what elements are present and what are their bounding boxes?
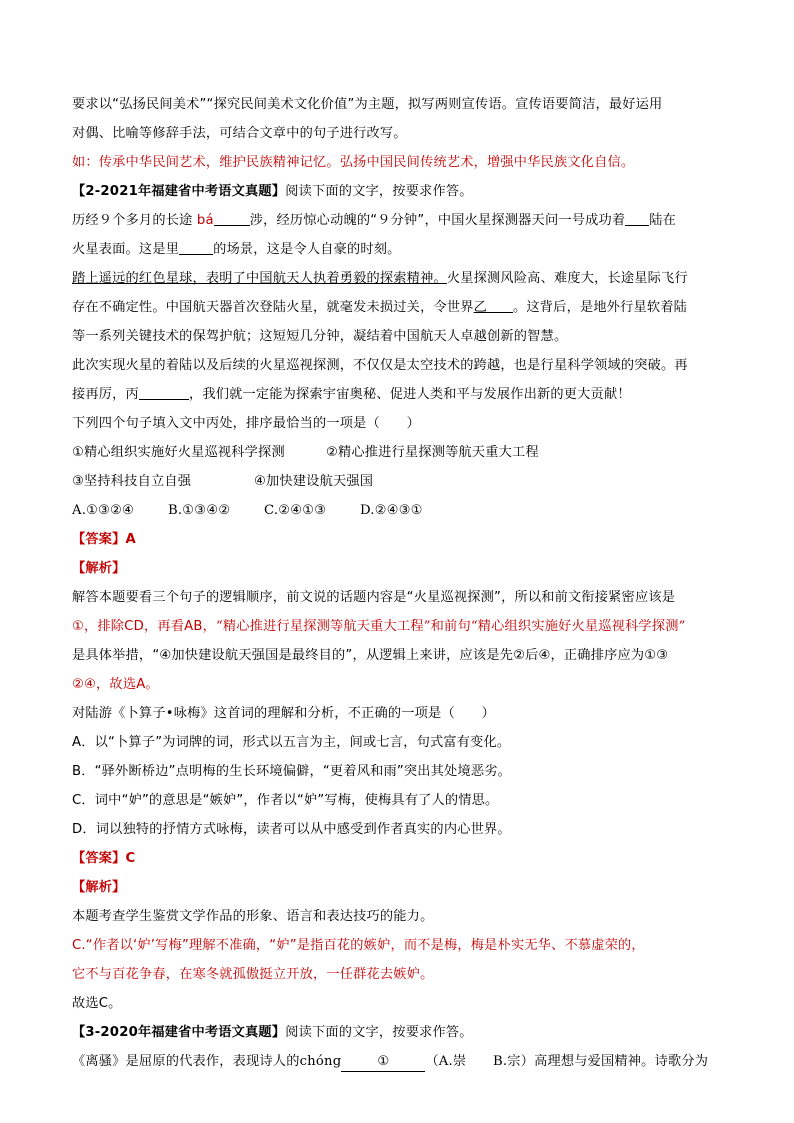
option-4: ④加快建设航天强国 [254, 474, 374, 489]
paragraph-text: 等一系列关键技术的保驾护航；这短短几分钟，凝结着中国航天人卓越创新的智慧。 [72, 329, 568, 344]
analysis-text: ②④，故选A。 [72, 677, 159, 692]
fill-blank [139, 383, 189, 400]
option-b: B．“驿外断桥边”点明梅的生长环境偏僻，“更着风和雨”突出其处境恶劣。 [72, 764, 511, 779]
choice-c: C.②④①③ [264, 503, 327, 518]
blank-marker: 乙 [473, 300, 488, 315]
option-line [72, 467, 722, 496]
pinyin-text: chóng [299, 1054, 342, 1069]
question-header: 【2-2021年福建省中考语文真题】 [72, 184, 286, 199]
paragraph-text: 历经９个多月的长途 [72, 213, 197, 228]
analysis-text: 本题考查学生鉴赏文学作品的形象、语言和表达技巧的能力。 [72, 909, 434, 924]
paragraph-text: 涉，经历惊心动魄的“９分钟”，中国火星探测器天问一号成功着 [249, 213, 626, 228]
analysis-text: 故选C。 [72, 996, 122, 1011]
option-line [72, 815, 722, 844]
answer-line [72, 844, 722, 873]
paragraph-text: 火星表面。这是里 [72, 242, 180, 257]
paragraph-text: 火星探测风险高、难度大，长途星际飞行 [446, 271, 688, 286]
analysis-text: C.“作者以‘妒’写梅”理解不准确，“妒”是指百花的嫉妒，而不是梅，梅是朴实无华、不慕虚荣的， [72, 938, 645, 953]
paragraph-text: 。这背后，是地外行星软着陆 [513, 300, 688, 315]
numbered-blank: ① [341, 1053, 425, 1072]
answer-label: 【答案】A [72, 532, 136, 547]
fill-blank [179, 238, 213, 255]
paragraph-text: （A.崇 B.宗）高理想与爱国精神。诗歌分为 [425, 1054, 709, 1069]
paragraph-text: 此次实现火星的着陆以及后续的火星巡视探测，不仅仅是太空技术的跨越，也是行星科学领域的突破。再 [72, 358, 688, 373]
option-c: C．词中“妒”的意思是“嫉妒”，作者以“妒”写梅，使梅具有了人的情思。 [72, 793, 499, 808]
text-line [72, 322, 722, 351]
analysis-quote: “精心组织实施好火星巡视科学探测” [470, 619, 686, 634]
answer-line [72, 525, 722, 554]
text-line [72, 351, 722, 380]
text-line [72, 235, 722, 264]
pinyin-text: bá [196, 213, 214, 228]
text-line [72, 583, 722, 612]
text-line [72, 931, 722, 960]
option-d: D．词以独特的抒情方式咏梅，读者可以从中感受到作者真实的内心世界。 [72, 822, 511, 837]
option-line [72, 438, 722, 467]
analysis-quote: “精心推进行星探测等航天重大工程” [215, 619, 431, 634]
question-intro: 阅读下面的文字，按要求作答。 [285, 1025, 473, 1040]
analysis-text: 它不与百花争春，在寒冬就孤傲挺立开放，一任群花去嫉妒。 [72, 967, 434, 982]
paragraph-text: 《离骚》是屈原的代表作，表现诗人的 [72, 1054, 300, 1069]
text-line [72, 380, 722, 409]
text-line [72, 90, 722, 119]
analysis-text: ①，排除CD，再看AB， [72, 619, 216, 634]
analysis-text: 和前句 [430, 619, 471, 634]
choice-b: B.①③④② [168, 503, 231, 518]
text-line [72, 409, 722, 438]
choice-a: A.①③②④ [72, 503, 135, 518]
analysis-label: 【解析】 [72, 880, 126, 895]
option-a: A．以“卜算子”为词牌的词，形式以五言为主，间或七言，句式富有变化。 [72, 735, 511, 750]
fill-blank [625, 209, 649, 226]
underlined-sentence: 踏上遥远的红色星球，表明了中国航天人执着勇毅的探索精神。 [72, 271, 447, 286]
option-1: ①精心组织实施好火星巡视科学探测 [72, 445, 285, 460]
text-line [72, 148, 722, 177]
text-line [72, 293, 722, 322]
paragraph-text: 存在不确定性。中国航天器首次登陆火星，就毫发未损过关，令世界 [72, 300, 474, 315]
option-line [72, 757, 722, 786]
fill-blank [487, 296, 513, 313]
text-line [72, 612, 722, 641]
question-stem: 下列四个句子填入文中丙处，排序最恰当的一项是（ ） [72, 416, 421, 431]
example-answer-text: 如：传承中华民间艺术，维护民族精神记忆。弘扬中国民间传统艺术，增强中华民族文化自信。 [72, 155, 635, 170]
analysis-text: 解答本题要看三个句子的逻辑顺序，前文说的话题内容是“火星巡视探测”，所以和前文衔接紧密应该是 [72, 590, 676, 605]
option-3: ③坚持科技自立自强 [72, 474, 192, 489]
text-line [72, 206, 722, 235]
option-2: ②精心推进行星探测等航天重大工程 [326, 445, 539, 460]
text-line [72, 670, 722, 699]
document-body [72, 90, 722, 1076]
analysis-line [72, 873, 722, 902]
analysis-text: 是具体举措， [72, 648, 153, 663]
text-line [72, 960, 722, 989]
text-line [72, 699, 722, 728]
choice-d: D.②④③① [360, 503, 423, 518]
paragraph-text: 对偶、比喻等修辞手法，可结合文章中的句子进行改写。 [72, 126, 407, 141]
question-stem: 对陆游《卜算子•咏梅》这首词的理解和分析，不正确的一项是（ ） [72, 706, 495, 721]
option-line [72, 728, 722, 757]
paragraph-text: 接再厉，丙 [72, 387, 139, 402]
option-line [72, 786, 722, 815]
question-header: 【3-2020年福建省中考语文真题】 [72, 1025, 286, 1040]
text-line [72, 119, 722, 148]
question-header-line [72, 177, 722, 206]
text-line [72, 989, 722, 1018]
question-intro: 阅读下面的文字，按要求作答。 [285, 184, 473, 199]
analysis-line [72, 554, 722, 583]
text-line [72, 641, 722, 670]
paragraph-text: 的场景，这是令人自豪的时刻。 [213, 242, 401, 257]
paragraph-text: ，我们就一定能为探索宇宙奥秘、促进人类和平与发展作出新的更大贡献！ [188, 387, 631, 402]
paragraph-text: 陆在 [649, 213, 677, 228]
text-line [72, 902, 722, 931]
fill-blank [214, 209, 250, 226]
paragraph-text: 要求以“弘扬民间美术”“探究民间美术文化价值”为主题，拟写两则宣传语。宣传语要简洁，最好运用 [72, 97, 663, 112]
text-line [72, 1047, 722, 1076]
question-header-line [72, 1018, 722, 1047]
text-line [72, 264, 722, 293]
analysis-text: “④加快建设航天强国是最终目的”，从逻辑上来讲，应该是先②后④，正确排序应为①③ [152, 648, 669, 663]
choices-line [72, 496, 722, 525]
answer-label: 【答案】C [72, 851, 136, 866]
analysis-label: 【解析】 [72, 561, 126, 576]
